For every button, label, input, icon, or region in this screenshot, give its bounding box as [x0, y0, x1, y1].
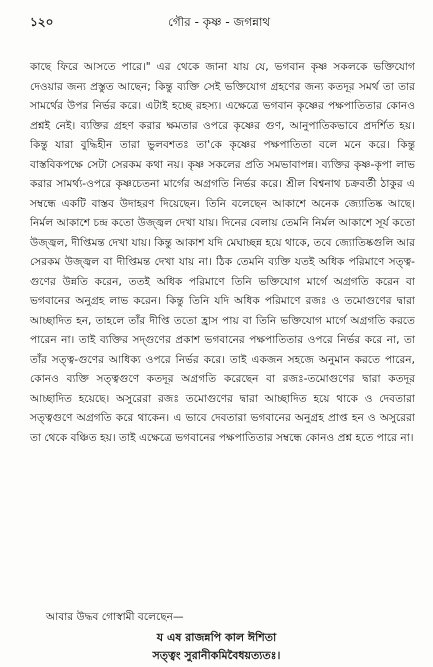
- page-number: ১২০: [30, 15, 54, 29]
- page-header: [30, 12, 410, 32]
- quote-introduction: আবার উদ্ধব গোস্বামী বলেছেন—: [46, 611, 184, 623]
- sanskrit-verse-line-2: সত্ত্বং সুরানীকমিবৈধয়ত্যতঃ।: [152, 649, 281, 662]
- body-paragraph: কাছে ফিরে আসতে পারে।" এর থেকে জানা যায় যে, ভগবান কৃষ্ণ সকলকে ভক্তিযোগ দেওয়ার জন্য প্রস্তুত আছেন; কিন্তু ব্যক্তি সেই ভক্তিযোগ গ্রহণের জন্য কতদূর সমর্থ তা তার সামর্থের উপর নির্ভর করে। এটাই হচ্ছে রহস্য। এক্ষেত্রে ভগবান কৃষ্ণের পক্ষপাতিতার কোনও প্রশ্নই নেই। ব্যক্তির গ্রহণ করার ক্ষমতার ওপরে কৃষ্ণের গুণ, আনুপাতিকভাবে প্রদর্শিত হয়। কিন্তু যারা বুদ্ধিহীন তারা ভুলবশতঃ তা'কে কৃষ্ণের পক্ষপাতিতা বলে মনে করে। কিন্তু বাস্তবিকপক্ষে সেটা সেরকম কথা নয়। কৃষ্ণ সকলের প্রতি সমভাবাপন্ন। ব্যক্তির কৃষ্ণ-কৃপা লাভ করার সামর্থ্য-ওপরে কৃষ্ণচেতনা মার্গের অগ্রগতি নির্ভর করে। শ্রীল বিশ্বনাথ চক্রবর্তী ঠাকুর এ সম্বন্ধে একটি বাস্তব উদাহরণ দিয়েছেন। তিনি বলেছেন আকাশে অনেক জ্যোতিষ্ক আছে। নির্মল আকাশে চন্দ্র কতো উজ্জ্বল দেখা যায়। দিনের বেলায় তেমনি নির্মল আকাশে সূর্য কতো উজ্জ্বল, দীপ্তিমন্ত দেখা যায়। কিন্তু আকাশ যদি মেঘাচ্ছন্ন হয়ে থাকে, তবে জ্যোতিষ্কগুলি আর সেরকম উজ্জ্বল বা দীপ্তিমন্ত দেখা যায় না। ঠিক তেমনি ব্যক্তি যতই অধিক পরিমাণে সত্ত্ব-গুণের উন্নতি করেন, ততই অধিক পরিমাণে তিনি ভক্তিযোগ মার্গে অগ্রগতি করেন বা ভগবানের অনুগ্রহ লাভ করেন। কিন্তু তিনি যদি অধিক পরিমাণে রজঃ ও তমোগুণের দ্বারা আচ্ছাদিত হন, তাহলে তাঁর দীপ্তি ততো হ্রাস পায় বা তিনি ভক্তিযোগ মার্গে অগ্রগতি করতে পারেন না। তাই ব্যক্তির সদ্গুণের প্রকাশ ভগবানের পক্ষপাতিতার ওপরে নির্ভর করে না, তা তাঁর সত্ত্ব-গুণের আধিক্য ওপরে নির্ভর করে। তাই একজন সহজে অনুমান করতে পারেন, কোনও ব্যক্তি সত্ত্বগুণে কতদূর অগ্রগতি করেছেন বা রজঃ-তমোগুণের দ্বারা কতদূর আচ্ছাদিত হয়েছে। অসুরেরা রজঃ তমোগুণের দ্বারা আচ্ছাদিত হয়ে থাকে ও দেবতারা সত্ত্বগুণে অগ্রগতি করে থাকেন। এ ভাবে দেবতারা ভগবানের অনুগ্রহ প্রাপ্ত হন ও অসুরেরা তা থেকে বঞ্চিত হয়। তাই এক্ষেত্রে ভগবানের পক্ষপাতিতার সম্বন্ধে কোনও প্রশ্ন হতে পারে না।: [30, 61, 415, 444]
- running-title: গৌর - কৃষ্ণ - জগন্নাথ: [168, 15, 271, 29]
- sanskrit-verse-line-1: য এষ রাজন্নপি কাল ঈশিতা: [156, 631, 277, 644]
